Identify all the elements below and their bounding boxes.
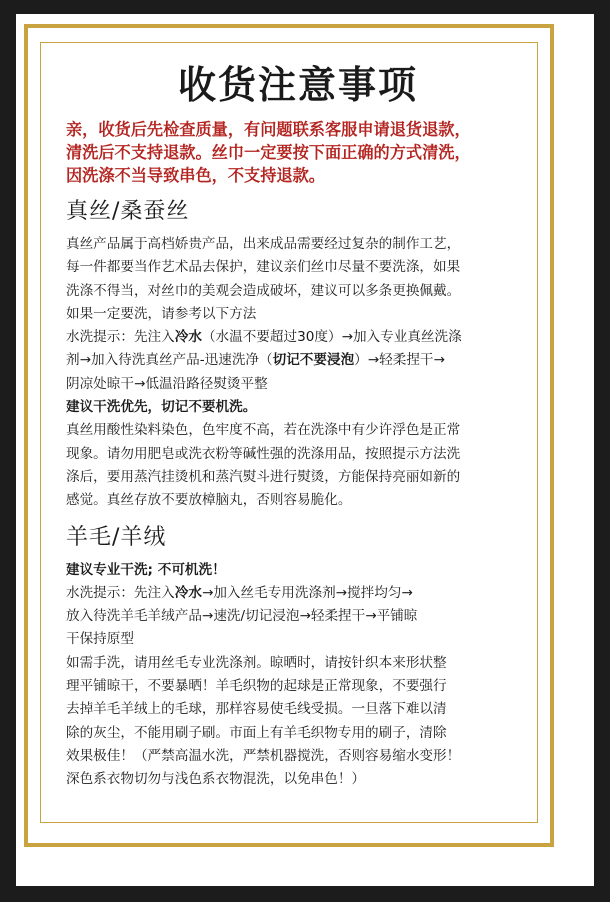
content — [66, 56, 530, 792]
silk-care-line: 感觉。真丝存放不要放樟脑丸，否则容易脆化。 — [66, 492, 352, 509]
wool-wash-line: 干保持原型 — [66, 631, 134, 648]
wool-section-heading: 羊毛/羊绒 — [66, 524, 167, 550]
silk-care-line: 现象。请勿用肥皂或洗衣粉等碱性强的洗涤用品，按照提示方法洗 — [66, 445, 461, 462]
wool-care-line: 深色系衣物切勿与浅色系衣物混洗，以免串色！） — [66, 771, 366, 788]
notice-line: 亲，收货后先检查质量，有问题联系客服申请退货退款， — [66, 120, 471, 139]
wool-care-line: 理平铺晾干，不要暴晒！羊毛织物的起球是正常现象，不要强行 — [66, 678, 447, 695]
wash-text: 剂→加入待洗真丝产品-迅速洗净（ — [66, 352, 273, 369]
wash-text: ）→轻柔捏干→ — [354, 352, 445, 369]
silk-wash-line: 阴凉处晾干→低温沿路径熨烫平整 — [66, 375, 268, 392]
cold-water-emphasis: 冷水 — [174, 584, 202, 601]
page-title: 收货注意事项 — [177, 63, 418, 107]
no-soak-emphasis: 切记不要浸泡 — [272, 352, 355, 369]
wool-care-line: 除的灰尘，不能用刷子刷。市面上有羊毛织物专用的刷子，清除 — [66, 724, 447, 741]
wash-label: 水洗提示：先注入 — [66, 584, 175, 601]
return-notice — [66, 118, 530, 187]
wool-wash-line: 放入待洗羊毛羊绒产品→速洗/切记浸泡→轻柔捏干→平铺晾 — [66, 608, 418, 625]
silk-dry-clean-note: 建议干洗优先，切记不要机洗。 — [66, 399, 257, 416]
silk-care-line: 真丝用酸性染料染色，色牢度不高，若在洗涤中有少许浮色是正常 — [66, 422, 461, 439]
wool-care-line: 如需手洗，请用丝毛专业洗涤剂。晾晒时，请按针织本来形状整 — [66, 654, 447, 671]
wool-care-line: 去掉羊毛羊绒上的毛球，那样容易使毛线受损。一旦落下难以清 — [66, 701, 447, 718]
silk-section-heading: 真丝/桑蚕丝 — [66, 199, 190, 224]
cold-water-emphasis: 冷水 — [174, 329, 202, 346]
notice-line: 清洗后不支持退款。丝巾一定要按下面正确的方式清洗， — [66, 143, 471, 162]
wool-dry-clean-note: 建议专业干洗; 不可机洗！ — [66, 561, 226, 578]
silk-intro-line: 洗涤不得当，对丝巾的美观会造成破坏，建议可以多条更换佩戴。 — [66, 282, 461, 299]
wash-text: →加入丝毛专用洗涤剂→搅拌均匀→ — [201, 584, 413, 601]
silk-intro-line: 真丝产品属于高档娇贵产品，出来成品需要经过复杂的制作工艺， — [66, 236, 461, 252]
silk-care-line: 涤后，要用蒸汽挂烫机和蒸汽熨斗进行熨烫，方能保持亮丽如新的 — [66, 468, 461, 485]
silk-wash-line — [66, 326, 530, 349]
wash-label: 水洗提示：先注入 — [66, 329, 175, 346]
silk-intro-line: 如果一定要洗，请参考以下方法 — [66, 305, 257, 322]
wool-care-line: 效果极佳！（严禁高温水洗，严禁机器搅洗，否则容易缩水变形！ — [66, 747, 461, 764]
notice-line: 因洗涤不当导致串色，不支持退款。 — [66, 166, 325, 185]
silk-wash-line — [66, 349, 530, 372]
wool-wash-line — [66, 582, 530, 605]
silk-intro-line: 每一件都要当作艺术品去保护，建议亲们丝巾尽量不要洗涤，如果 — [66, 259, 461, 276]
wash-text: （水温不要超过30度）→加入专业真丝洗涤 — [201, 329, 462, 346]
